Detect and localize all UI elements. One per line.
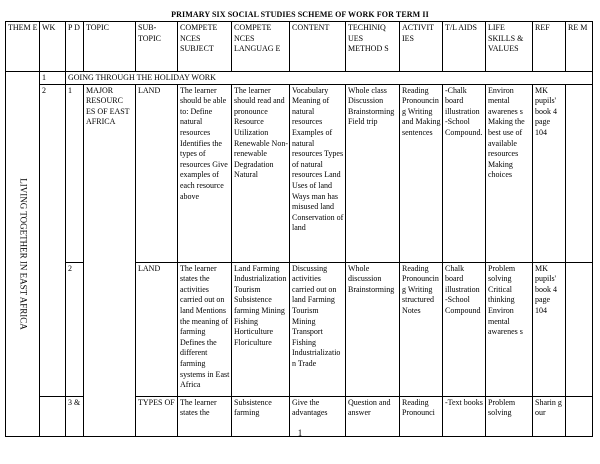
life-skills-cell: Problem solving <box>486 396 533 436</box>
activities-cell: Reading Pronounci <box>400 396 443 436</box>
competences-subject-cell: The learner states the <box>178 396 232 436</box>
theme-cell <box>6 72 40 437</box>
week-cell: 1 <box>40 72 66 85</box>
table-header-row <box>6 22 593 72</box>
header-content: CONTENT <box>290 22 346 72</box>
header-topic: TOPIC <box>84 22 136 72</box>
competences-language-cell: Land Farming Industrialization Tourism Subsistence farming Mining Fishing Horticulture Floriculture <box>232 262 290 396</box>
tl-aids-cell: -Chalk board illustration -School Compound. <box>443 84 486 262</box>
life-skills-cell: Environ mental awarenes s Making the best use of available resources Making choices <box>486 84 533 262</box>
header-methods: TECHINIQ UES METHOD S <box>346 22 400 72</box>
table-row <box>6 84 593 262</box>
header-competences-language: COMPETE NCES LANGUAG E <box>232 22 290 72</box>
week-cell: 2 <box>40 84 66 396</box>
period-cell: 1 <box>66 84 84 262</box>
activities-cell: Reading Pronouncing Writing and Making sentences <box>400 84 443 262</box>
competences-language-cell: Subsistence farming <box>232 396 290 436</box>
competences-language-cell: The learner should read and pronounce Resource Utilization Renewable Non-renewable Degradation Natural <box>232 84 290 262</box>
content-cell: Give the advantages <box>290 396 346 436</box>
document-title: PRIMARY SIX SOCIAL STUDIES SCHEME OF WORK FOR TERM II <box>171 10 429 19</box>
topic-cell: MAJOR RESOURC ES OF EAST AFRICA <box>84 84 136 436</box>
header-competences-subject: COMPETE NCES SUBJECT <box>178 22 232 72</box>
scheme-of-work-table <box>5 21 593 437</box>
page-number: 1 <box>297 428 303 438</box>
period-cell: 3 & <box>66 396 84 436</box>
header-theme: THEM E <box>6 22 40 72</box>
competences-subject-cell: The learner states the activities carried out on land Mentions the meaning of farming Defines the different farming systems in East Africa <box>178 262 232 396</box>
activities-cell: Reading Pronouncing Writing structured Notes <box>400 262 443 396</box>
subtopic-cell: LAND <box>136 262 178 396</box>
header-reference: REF <box>533 22 566 72</box>
reference-cell: MK pupils' book 4 page 104 <box>533 84 566 262</box>
methods-cell: Question and answer <box>346 396 400 436</box>
reference-cell: MK pupils' book 4 page 104 <box>533 262 566 396</box>
subtopic-cell: LAND <box>136 84 178 262</box>
header-tl-aids: T/L AIDS <box>443 22 486 72</box>
header-subtopic: SUB-TOPIC <box>136 22 178 72</box>
remarks-cell <box>566 262 593 396</box>
content-cell: Vocabulary Meaning of natural resources Examples of natural resources Types of natural resources Land Uses of land Ways man has misused land Conservation of land <box>290 84 346 262</box>
period-cell: 2 <box>66 262 84 396</box>
header-life-skills: LIFE SKILLS & VALUES <box>486 22 533 72</box>
theme-text: LIVING TOGETHER IN EAST AFRICA <box>17 178 28 330</box>
tl-aids-cell: -Text books <box>443 396 486 436</box>
methods-cell: Whole class Discussion Brainstorming Field trip <box>346 84 400 262</box>
holiday-work-cell: GOING THROUGH THE HOLIDAY WORK <box>66 72 593 85</box>
header-remarks: RE M <box>566 22 593 72</box>
reference-cell: Sharin g our <box>533 396 566 436</box>
methods-cell: Whole discussion Brainstorming <box>346 262 400 396</box>
header-activities: ACTIVIT IES <box>400 22 443 72</box>
tl-aids-cell: Chalk board illustration -School Compound <box>443 262 486 396</box>
header-week: WK <box>40 22 66 72</box>
subtopic-cell: TYPES OF <box>136 396 178 436</box>
header-period: P D <box>66 22 84 72</box>
table-row <box>6 72 593 85</box>
competences-subject-cell: The learner should be able to: Define natural resources Identifies the types of resources Give examples of each resource above <box>178 84 232 262</box>
content-cell: Discussing activities carried out on land Farming Tourism Mining Transport Fishing Industrialization Trade <box>290 262 346 396</box>
remarks-cell <box>566 84 593 262</box>
life-skills-cell: Problem solving Critical thinking Environ mental awarenes s <box>486 262 533 396</box>
